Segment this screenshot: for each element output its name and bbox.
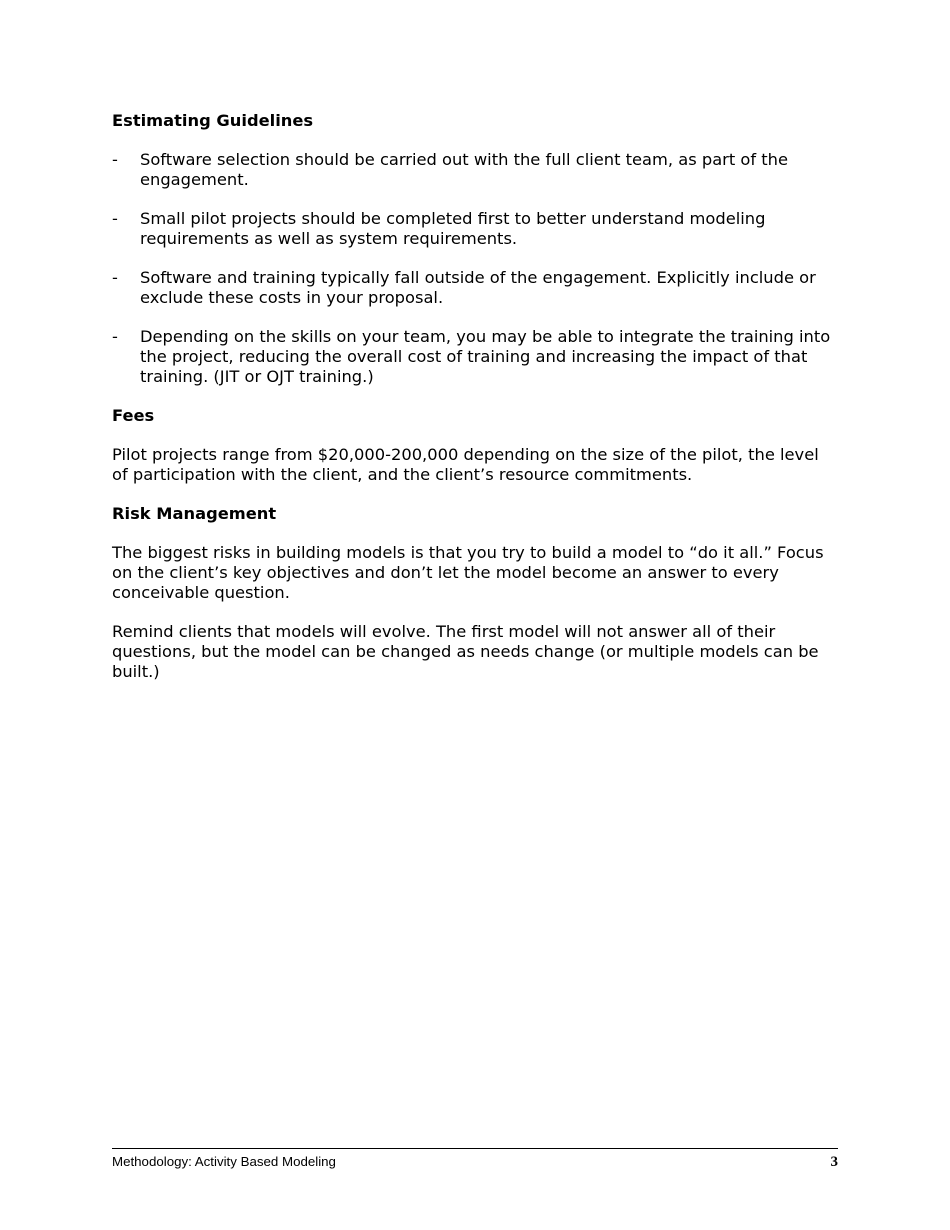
- page-number: 3: [830, 1154, 838, 1170]
- list-item: [112, 327, 838, 387]
- bullet-marker: -: [112, 327, 118, 346]
- fees-heading: Fees: [112, 406, 155, 425]
- bullet-text: Software selection should be carried out with the full client team, as part of the engagement.: [140, 150, 789, 189]
- bullet-text: Software and training typically fall outside of the engagement. Explicitly include or exclude these costs in your proposal.: [140, 268, 816, 307]
- fees-paragraph: Pilot projects range from $20,000-200,000 depending on the size of the pilot, the level of participation with the client, and the client’s resource commitments.: [112, 445, 819, 484]
- bullet-marker: -: [112, 209, 118, 228]
- estimating-guidelines-heading: Estimating Guidelines: [112, 111, 314, 130]
- page-footer: [112, 1148, 838, 1171]
- footer-title: Methodology: Activity Based Modeling: [112, 1154, 336, 1169]
- document-body: [112, 111, 838, 701]
- bullet-marker: -: [112, 268, 118, 287]
- list-item: [112, 150, 838, 190]
- bullet-text: Depending on the skills on your team, you may be able to integrate the training into the project, reducing the overall cost of training and increasing the impact of that training. (JIT or OJT training.): [140, 327, 831, 386]
- list-item: [112, 268, 838, 308]
- list-item: [112, 209, 838, 249]
- risk-paragraph: The biggest risks in building models is that you try to build a model to “do it all.” Focus on the client’s key objectives and don’t let the model become an answer to every conceivable question.: [112, 543, 824, 602]
- risk-management-heading: Risk Management: [112, 504, 277, 523]
- bullet-text: Small pilot projects should be completed first to better understand modeling requirements as well as system requirements.: [140, 209, 766, 248]
- bullet-marker: -: [112, 150, 118, 169]
- risk-paragraph: Remind clients that models will evolve. The first model will not answer all of their questions, but the model can be changed as needs change (or multiple models can be built.): [112, 622, 819, 681]
